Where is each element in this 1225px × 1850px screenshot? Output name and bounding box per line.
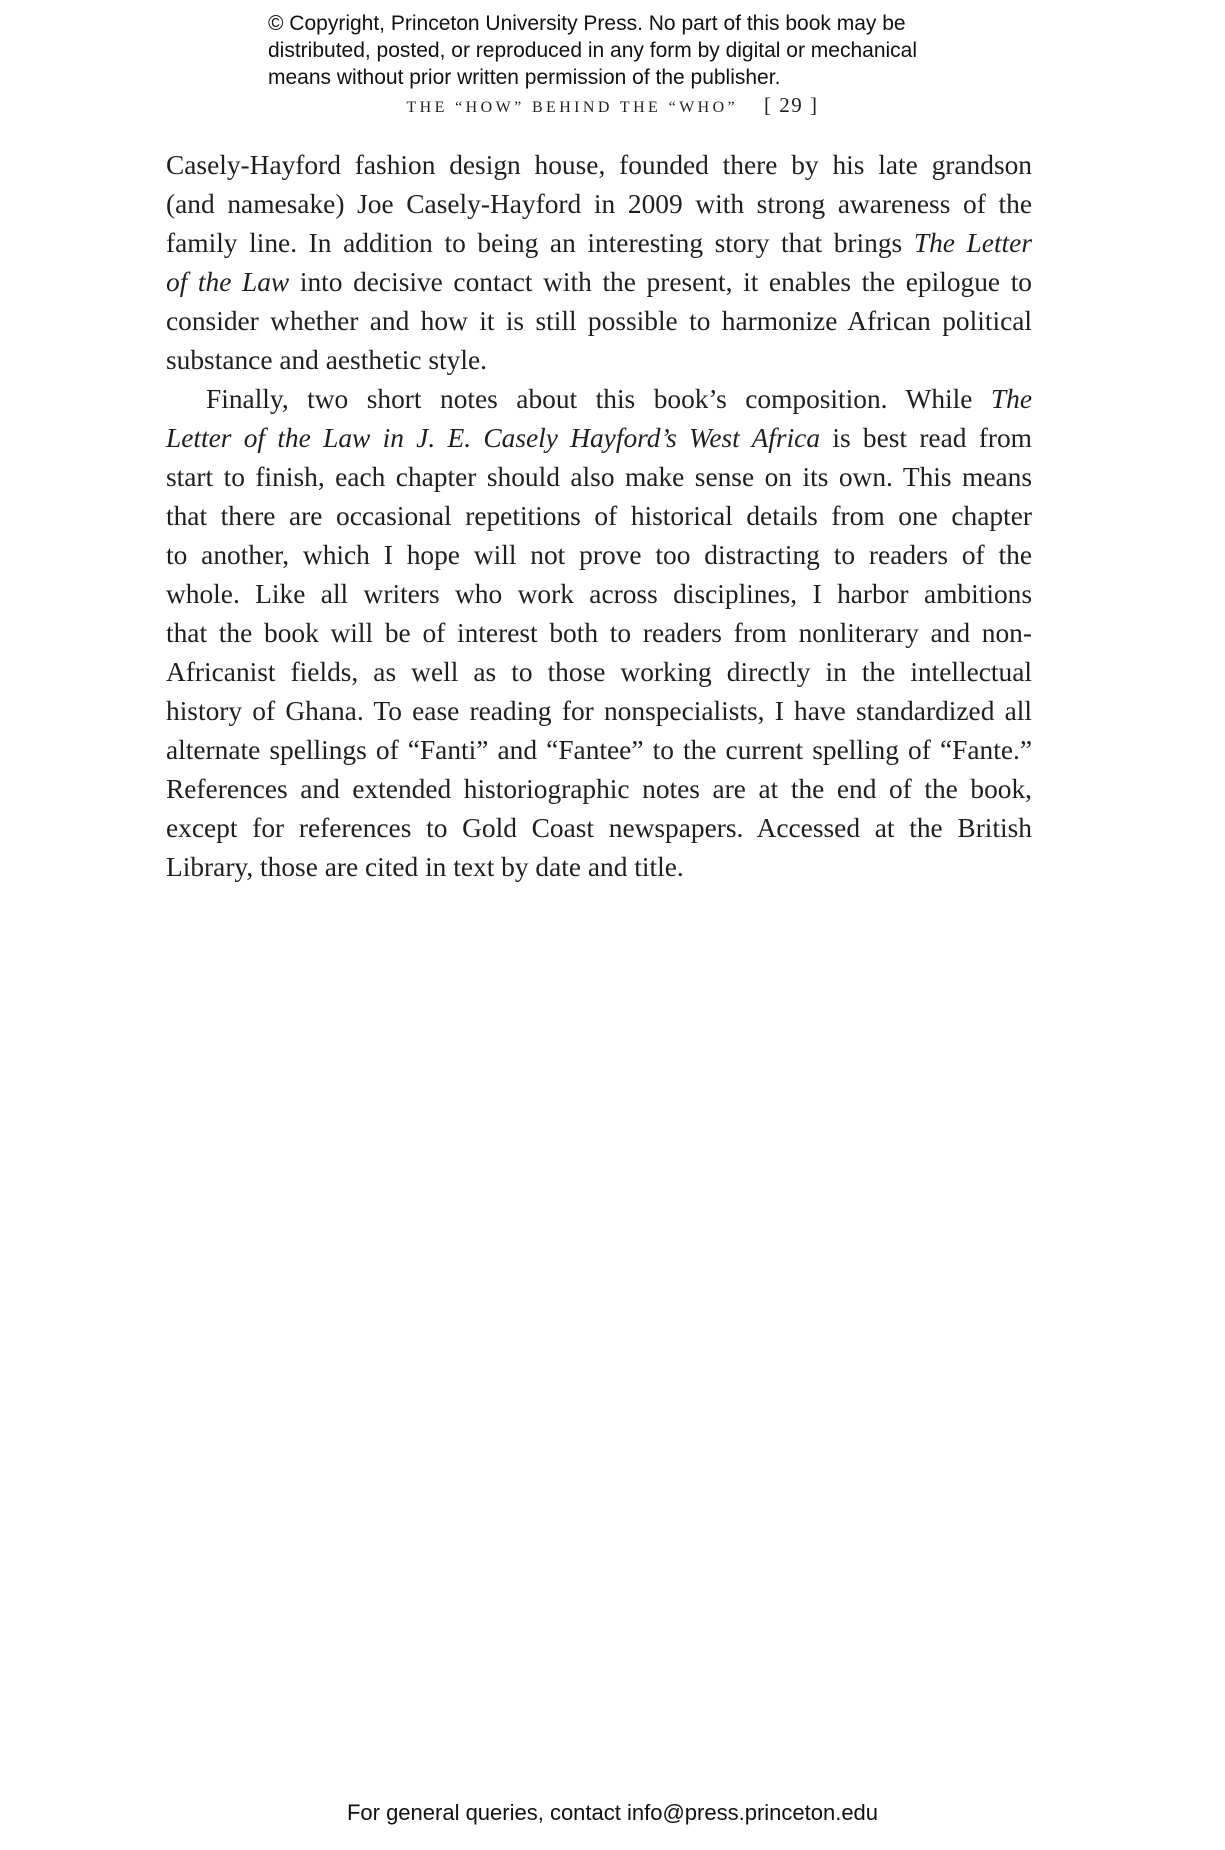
- text-run: except for references to Gold Coast newspapers. Accessed at the British: [166, 813, 1032, 843]
- text-run: (and namesake) Joe Casely-Hayford in 2009 with strong awareness of the: [166, 189, 1032, 219]
- text-line: [166, 731, 1032, 770]
- text-run: history of Ghana. To ease reading for nonspecialists, I have standardized all: [166, 696, 1032, 726]
- text-line: [166, 575, 1032, 614]
- text-line: [166, 146, 1032, 185]
- text-line: [166, 614, 1032, 653]
- text-run: alternate spellings of “Fanti” and “Fantee” to the current spelling of “Fante.”: [166, 735, 1032, 765]
- text-run: Library, those are cited in text by date and title.: [166, 852, 684, 882]
- text-line: [166, 536, 1032, 575]
- text-line: [166, 770, 1032, 809]
- italic-title: The: [990, 384, 1032, 414]
- text-run: into decisive contact with the present, it enables the epilogue to: [289, 267, 1033, 297]
- text-line: [166, 848, 1032, 887]
- text-run: substance and aesthetic style.: [166, 345, 487, 375]
- text-line: [166, 380, 1032, 419]
- text-run: to another, which I hope will not prove too distracting to readers of the: [166, 540, 1032, 570]
- text-run: Casely-Hayford fashion design house, founded there by his late grandson: [166, 150, 1032, 180]
- text-run: that the book will be of interest both to readers from nonliterary and non-: [166, 618, 1032, 648]
- paragraph: [166, 146, 1032, 380]
- copyright-notice: [268, 10, 1028, 91]
- text-run: whole. Like all writers who work across disciplines, I harbor ambitions: [166, 579, 1032, 609]
- text-line: [166, 809, 1032, 848]
- copyright-notice-line: © Copyright, Princeton University Press. No part of this book may be: [268, 12, 906, 35]
- text-run: is best read from: [820, 423, 1032, 453]
- paragraph: [166, 380, 1032, 887]
- text-line: [166, 419, 1032, 458]
- text-line: [166, 263, 1032, 302]
- text-run: that there are occasional repetitions of historical details from one chapter: [166, 501, 1032, 531]
- text-line: [166, 692, 1032, 731]
- text-run: References and extended historiographic notes are at the end of the book,: [166, 774, 1032, 804]
- italic-title: Letter of the Law in J. E. Casely Hayford’s West Africa: [166, 423, 821, 453]
- footer-contact: For general queries, contact info@press.princeton.edu: [346, 1800, 879, 1825]
- text-line: [166, 185, 1032, 224]
- running-head-title: THE “HOW” BEHIND THE “WHO”: [406, 99, 739, 116]
- text-line: [166, 302, 1032, 341]
- text-run: start to finish, each chapter should also make sense on its own. This means: [166, 462, 1032, 492]
- text-run: consider whether and how it is still possible to harmonize African political: [166, 306, 1032, 336]
- text-line: [166, 341, 1032, 380]
- running-head: [0, 93, 1225, 118]
- text-line: [166, 497, 1032, 536]
- italic-title: The Letter: [913, 228, 1032, 258]
- text-line: [166, 224, 1032, 263]
- italic-title: of the Law: [166, 267, 290, 297]
- copyright-notice-line: distributed, posted, or reproduced in any form by digital or mechanical: [268, 39, 918, 62]
- page-number: [ 29 ]: [764, 93, 819, 117]
- text-line: [166, 653, 1032, 692]
- text-run: Africanist fields, as well as to those working directly in the intellectual: [166, 657, 1032, 687]
- text-run: Finally, two short notes about this book’s composition. While: [206, 384, 991, 414]
- text-line: [166, 458, 1032, 497]
- text-run: family line. In addition to being an interesting story that brings: [166, 228, 914, 258]
- body-text: [166, 146, 1032, 887]
- copyright-notice-line: means without prior written permission of the publisher.: [268, 66, 781, 89]
